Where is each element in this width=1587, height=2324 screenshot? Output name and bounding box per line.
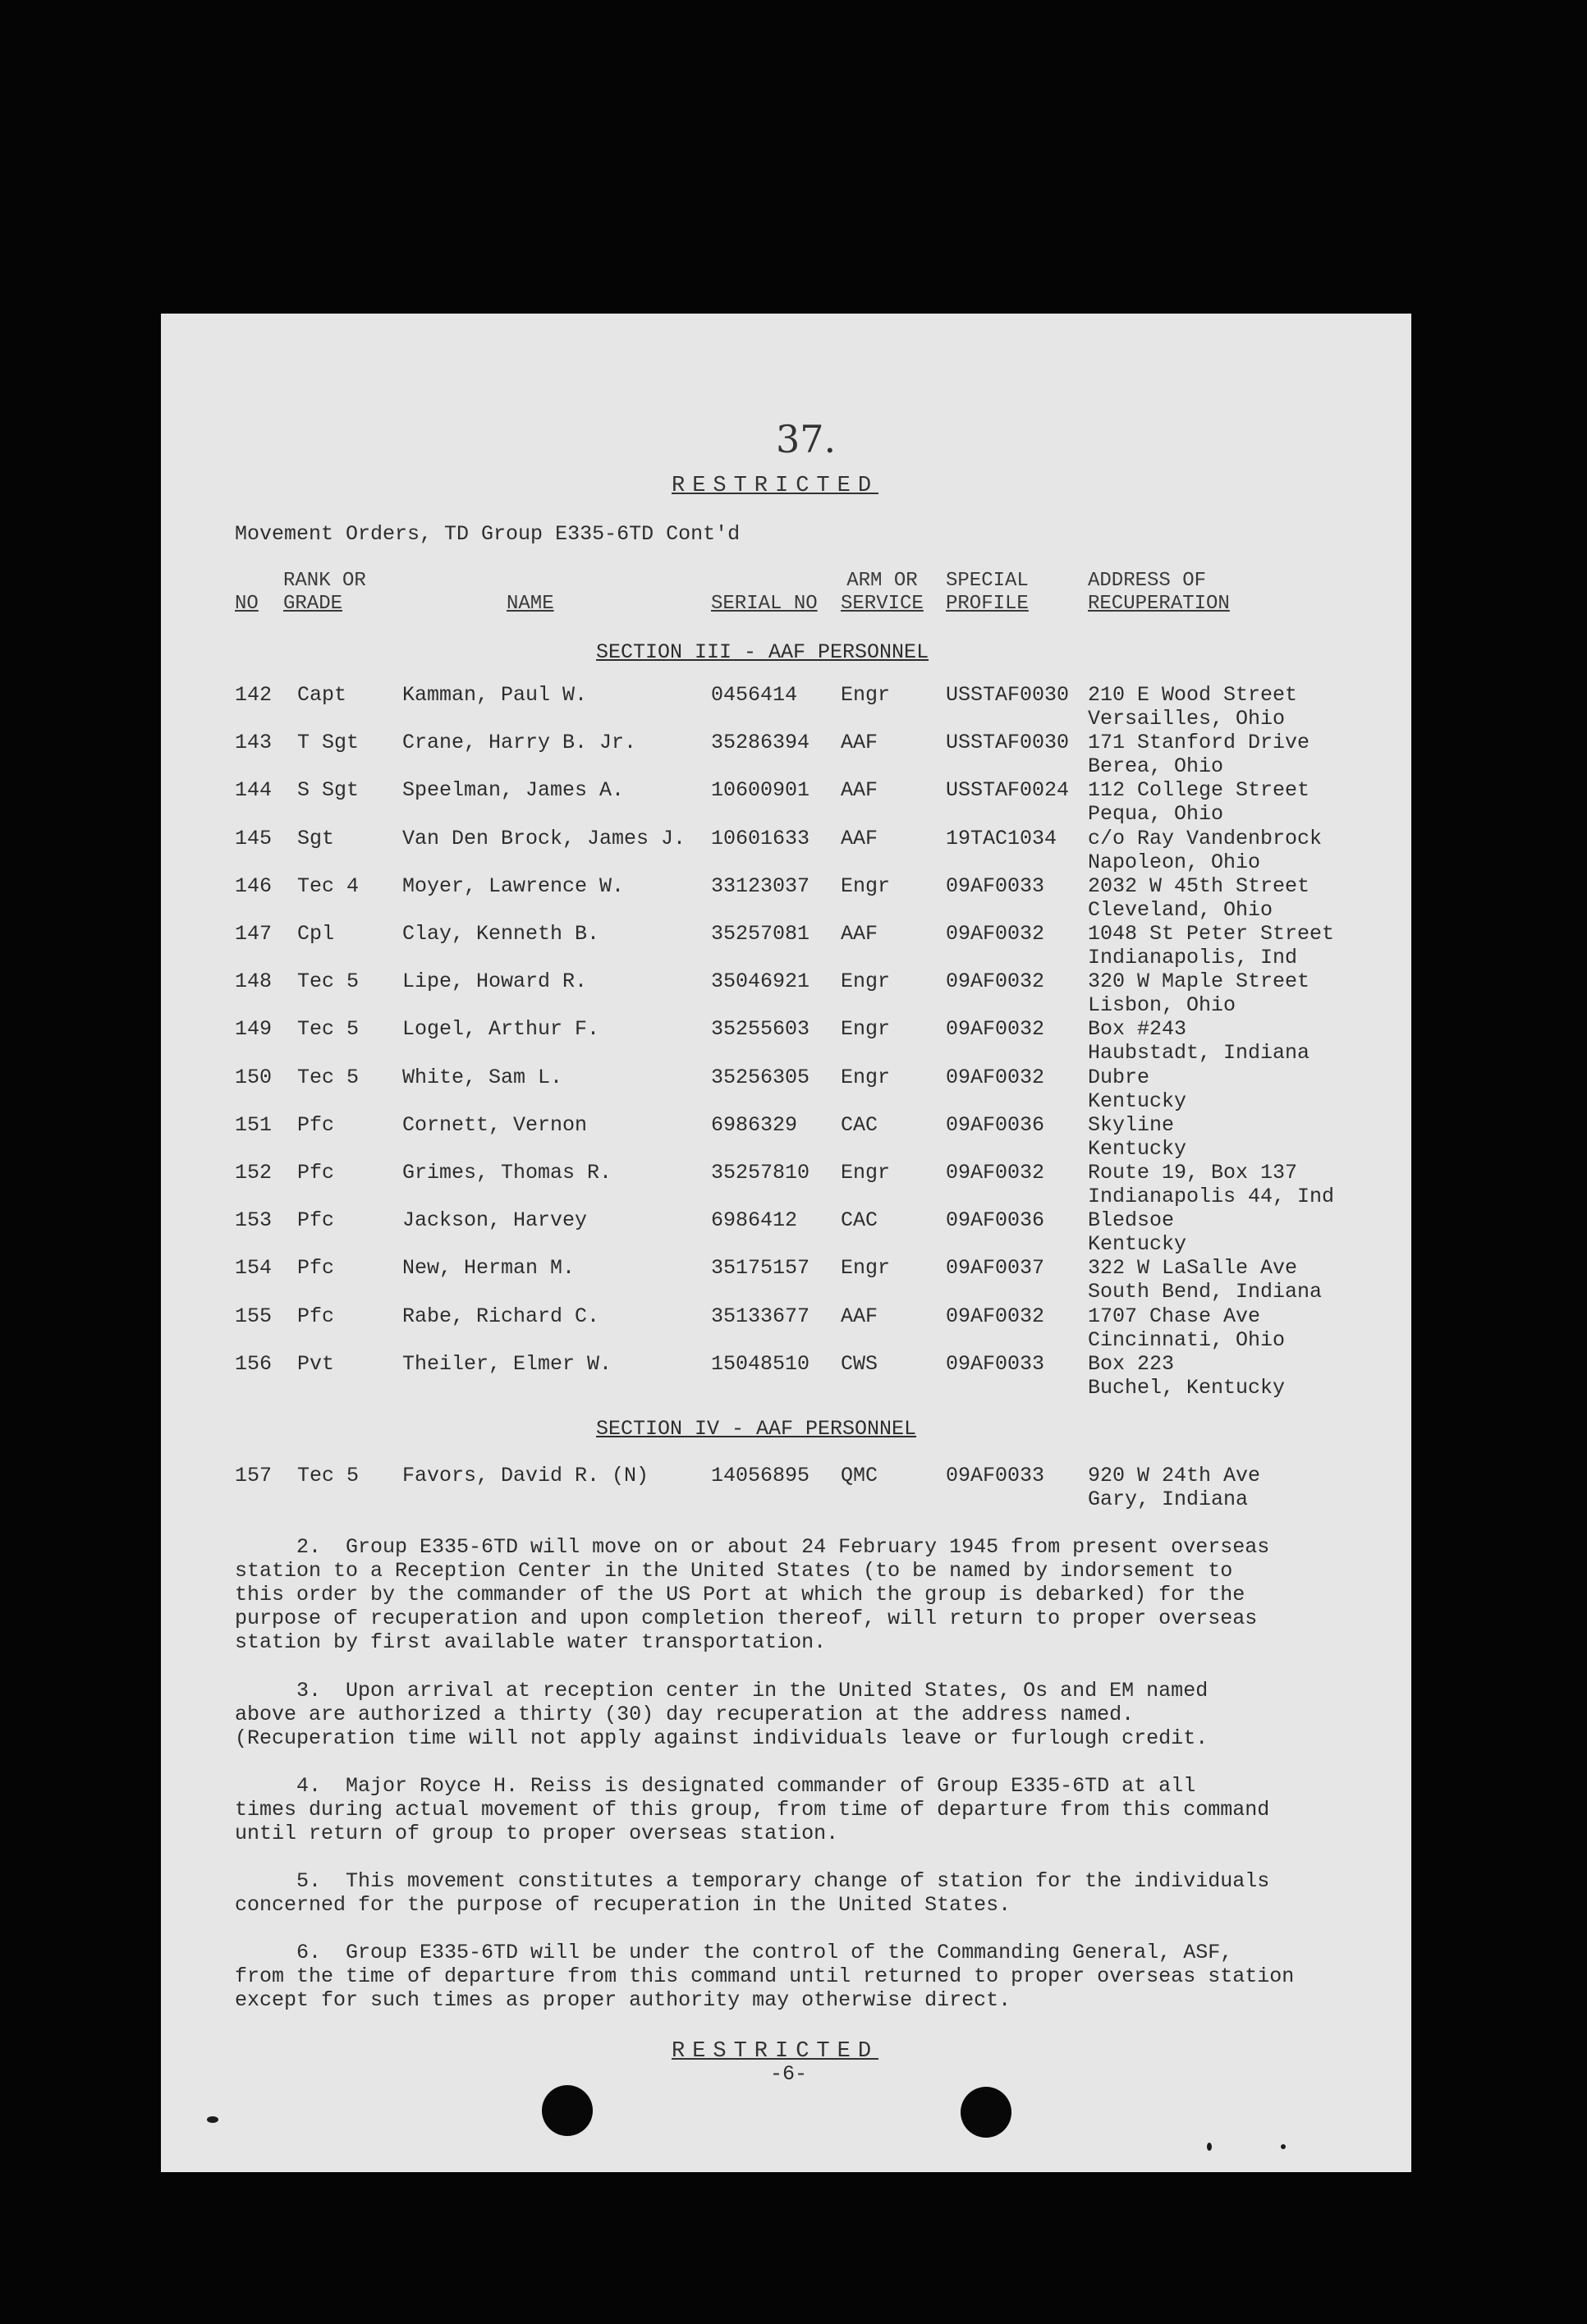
row-serial: 35286394 [711, 731, 810, 754]
table-row [0, 683, 1587, 731]
row-address-line2: South Bend, Indiana [1088, 1280, 1323, 1304]
page-number-handwritten: 37. [776, 417, 837, 461]
row-profile: 09AF0032 [946, 969, 1045, 993]
col-header-serial: SERIAL NO [711, 593, 818, 615]
section-title-iv: SECTION IV - AAF PERSONNEL [596, 1417, 917, 1441]
row-arm: AAF [841, 1304, 878, 1328]
row-rank: T Sgt [297, 731, 360, 754]
table-row [0, 1352, 1587, 1400]
row-profile: 09AF0033 [946, 1352, 1045, 1376]
row-serial: 6986329 [711, 1113, 798, 1137]
paragraph-2: 2. Group E335-6TD will move on or about 24 February 1945 from present overseas station to a Reception Center in the United States (to be named by indorsement to this order by the commander of the US Port at which the group is debarked) for the purpose of recuperation and upon completion thereof, will return to proper overseas station by first available water transportation. [235, 1535, 1270, 1654]
row-profile: 09AF0032 [946, 1017, 1045, 1041]
row-address-line2: Kentucky [1088, 1137, 1187, 1161]
row-rank: Pfc [297, 1304, 335, 1328]
row-arm: Engr [841, 683, 891, 707]
row-address-line1: 2032 W 45th Street [1088, 874, 1310, 898]
row-no: 155 [235, 1304, 273, 1328]
row-arm: CAC [841, 1208, 878, 1232]
row-no: 154 [235, 1256, 273, 1280]
row-rank: Pvt [297, 1352, 335, 1376]
row-profile: 09AF0036 [946, 1208, 1045, 1232]
row-rank: Cpl [297, 922, 335, 946]
row-address-line2: Indianapolis 44, Ind [1088, 1185, 1335, 1208]
row-profile: 09AF0033 [946, 1464, 1045, 1487]
row-no: 148 [235, 969, 273, 993]
row-no: 149 [235, 1017, 273, 1041]
row-name: Van Den Brock, James J. [402, 827, 686, 850]
row-no: 150 [235, 1066, 273, 1089]
row-serial: 35257810 [711, 1161, 810, 1185]
row-profile: USSTAF0030 [946, 731, 1070, 754]
row-serial: 35175157 [711, 1256, 810, 1280]
row-profile: 09AF0032 [946, 1066, 1045, 1089]
row-rank: Tec 5 [297, 1464, 360, 1487]
row-profile: 09AF0032 [946, 1304, 1045, 1328]
row-serial: 35257081 [711, 922, 810, 946]
row-no: 147 [235, 922, 273, 946]
row-rank: Pfc [297, 1208, 335, 1232]
footer-page-number: -6- [770, 2062, 808, 2086]
row-serial: 6986412 [711, 1208, 798, 1232]
row-rank: Pfc [297, 1256, 335, 1280]
table-row [0, 1017, 1587, 1065]
row-address-line1: Route 19, Box 137 [1088, 1161, 1298, 1185]
paragraph-4: 4. Major Royce H. Reiss is designated commander of Group E335-6TD at all times during actual movement of this group, from time of departure from this command until return of group to proper overseas station. [235, 1774, 1270, 1845]
row-address-line2: Buchel, Kentucky [1088, 1376, 1286, 1400]
table-row [0, 874, 1587, 922]
row-profile: USSTAF0024 [946, 778, 1070, 802]
col-header-rank: RANK OR GRADE [283, 570, 366, 615]
punch-hole-left [542, 2085, 593, 2136]
row-arm: AAF [841, 778, 878, 802]
row-serial: 33123037 [711, 874, 810, 898]
row-serial: 0456414 [711, 683, 798, 707]
section-title-iii: SECTION III - AAF PERSONNEL [596, 640, 929, 664]
col-header-address: ADDRESS OF RECUPERATION [1088, 570, 1230, 615]
row-arm: Engr [841, 1161, 891, 1185]
restricted-header: RESTRICTED [672, 474, 879, 498]
row-address-line1: Dubre [1088, 1066, 1150, 1089]
row-address-line1: 112 College Street [1088, 778, 1310, 802]
row-profile: 09AF0037 [946, 1256, 1045, 1280]
row-rank: S Sgt [297, 778, 360, 802]
row-address-line2: Lisbon, Ohio [1088, 993, 1236, 1017]
row-no: 142 [235, 683, 273, 707]
col-header-profile: SPECIAL PROFILE [946, 570, 1029, 615]
row-address-line2: Cincinnati, Ohio [1088, 1328, 1286, 1352]
row-address-line2: Kentucky [1088, 1232, 1187, 1256]
row-address-line1: 920 W 24th Ave [1088, 1464, 1261, 1487]
row-serial: 15048510 [711, 1352, 810, 1376]
row-serial: 35256305 [711, 1066, 810, 1089]
row-profile: 19TAC1034 [946, 827, 1057, 850]
row-rank: Pfc [297, 1161, 335, 1185]
row-address-line2: Gary, Indiana [1088, 1487, 1249, 1511]
row-address-line1: 1707 Chase Ave [1088, 1304, 1261, 1328]
row-name: White, Sam L. [402, 1066, 563, 1089]
row-name: Kamman, Paul W. [402, 683, 588, 707]
table-row [0, 1464, 1587, 1511]
speck [207, 2116, 218, 2123]
row-no: 144 [235, 778, 273, 802]
row-arm: AAF [841, 827, 878, 850]
table-row [0, 731, 1587, 778]
row-name: Crane, Harry B. Jr. [402, 731, 637, 754]
row-no: 151 [235, 1113, 273, 1137]
row-name: Speelman, James A. [402, 778, 625, 802]
table-row [0, 827, 1587, 874]
col-header-name: NAME [507, 593, 554, 615]
paragraph-3: 3. Upon arrival at reception center in the United States, Os and EM named above are authorized a thirty (30) day recuperation at the address named. (Recuperation time will not apply against individuals leave or furlough credit. [235, 1679, 1209, 1750]
row-address-line1: c/o Ray Vandenbrock [1088, 827, 1323, 850]
row-arm: Engr [841, 1256, 891, 1280]
row-name: Logel, Arthur F. [402, 1017, 600, 1041]
row-address-line1: Bledsoe [1088, 1208, 1175, 1232]
row-rank: Pfc [297, 1113, 335, 1137]
table-row [0, 922, 1587, 969]
row-address-line1: Skyline [1088, 1113, 1175, 1137]
row-rank: Capt [297, 683, 347, 707]
row-arm: QMC [841, 1464, 878, 1487]
row-address-line2: Haubstadt, Indiana [1088, 1041, 1310, 1065]
row-address-line1: Box #243 [1088, 1017, 1187, 1041]
row-name: New, Herman M. [402, 1256, 576, 1280]
table-row [0, 1304, 1587, 1352]
row-address-line1: 322 W LaSalle Ave [1088, 1256, 1298, 1280]
row-rank: Tec 5 [297, 1066, 360, 1089]
table-row [0, 1208, 1587, 1256]
row-no: 152 [235, 1161, 273, 1185]
row-address-line2: Kentucky [1088, 1089, 1187, 1113]
row-rank: Tec 5 [297, 969, 360, 993]
row-serial: 14056895 [711, 1464, 810, 1487]
col-header-arm: ARM OR SERVICE [841, 570, 924, 615]
table-row [0, 969, 1587, 1017]
document-header: Movement Orders, TD Group E335-6TD Cont'd [235, 522, 741, 546]
row-address-line1: 210 E Wood Street [1088, 683, 1298, 707]
row-profile: USSTAF0030 [946, 683, 1070, 707]
row-arm: CWS [841, 1352, 878, 1376]
row-name: Lipe, Howard R. [402, 969, 588, 993]
row-no: 156 [235, 1352, 273, 1376]
row-no: 145 [235, 827, 273, 850]
row-address-line1: 1048 St Peter Street [1088, 922, 1335, 946]
punch-hole-right [961, 2087, 1011, 2138]
row-profile: 09AF0032 [946, 922, 1045, 946]
row-no: 143 [235, 731, 273, 754]
row-serial: 35255603 [711, 1017, 810, 1041]
row-serial: 35133677 [711, 1304, 810, 1328]
row-rank: Sgt [297, 827, 335, 850]
row-rank: Tec 5 [297, 1017, 360, 1041]
row-no: 153 [235, 1208, 273, 1232]
row-name: Favors, David R. (N) [402, 1464, 649, 1487]
row-address-line2: Berea, Ohio [1088, 754, 1224, 778]
row-serial: 10601633 [711, 827, 810, 850]
row-arm: CAC [841, 1113, 878, 1137]
row-name: Clay, Kenneth B. [402, 922, 600, 946]
speck [1207, 2143, 1212, 2151]
restricted-footer: RESTRICTED [672, 2039, 879, 2064]
row-arm: AAF [841, 922, 878, 946]
row-address-line2: Cleveland, Ohio [1088, 898, 1273, 922]
row-arm: Engr [841, 969, 891, 993]
row-address-line2: Versailles, Ohio [1088, 707, 1286, 731]
row-arm: Engr [841, 1017, 891, 1041]
row-address-line1: 171 Stanford Drive [1088, 731, 1310, 754]
table-row [0, 1113, 1587, 1161]
speck [1281, 2144, 1286, 2149]
row-no: 146 [235, 874, 273, 898]
table-row [0, 1161, 1587, 1208]
row-rank: Tec 4 [297, 874, 360, 898]
paragraph-6: 6. Group E335-6TD will be under the control of the Commanding General, ASF, from the time of departure from this command until returned to proper overseas station except for such times as proper authority may otherwise direct. [235, 1941, 1295, 2012]
row-name: Moyer, Lawrence W. [402, 874, 625, 898]
row-address-line1: Box 223 [1088, 1352, 1175, 1376]
paragraph-5: 5. This movement constitutes a temporary change of station for the individuals concerned for the purpose of recuperation in the United States. [235, 1869, 1270, 1917]
row-no: 157 [235, 1464, 273, 1487]
row-address-line2: Napoleon, Ohio [1088, 850, 1261, 874]
table-row [0, 1256, 1587, 1304]
row-name: Rabe, Richard C. [402, 1304, 600, 1328]
row-name: Cornett, Vernon [402, 1113, 588, 1137]
row-profile: 09AF0032 [946, 1161, 1045, 1185]
row-address-line2: Indianapolis, Ind [1088, 946, 1298, 969]
row-name: Grimes, Thomas R. [402, 1161, 612, 1185]
row-address-line2: Pequa, Ohio [1088, 802, 1224, 826]
row-arm: AAF [841, 731, 878, 754]
row-serial: 10600901 [711, 778, 810, 802]
table-row [0, 1066, 1587, 1113]
table-row [0, 778, 1587, 826]
row-serial: 35046921 [711, 969, 810, 993]
row-name: Jackson, Harvey [402, 1208, 588, 1232]
row-profile: 09AF0036 [946, 1113, 1045, 1137]
row-name: Theiler, Elmer W. [402, 1352, 612, 1376]
row-arm: Engr [841, 1066, 891, 1089]
row-profile: 09AF0033 [946, 874, 1045, 898]
col-header-no: NO [235, 593, 259, 615]
row-arm: Engr [841, 874, 891, 898]
row-address-line1: 320 W Maple Street [1088, 969, 1310, 993]
